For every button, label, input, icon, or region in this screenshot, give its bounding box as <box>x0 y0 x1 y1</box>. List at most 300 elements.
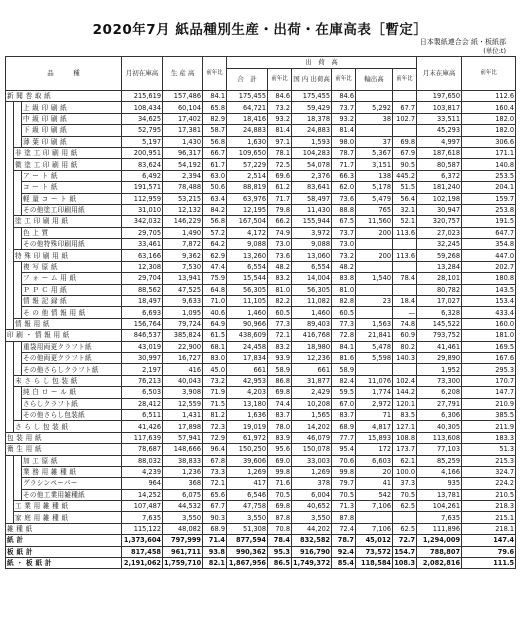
shipment-total-cell: 417 <box>227 478 268 489</box>
closing-yoy-cell: 180.8 <box>462 273 516 284</box>
table-row <box>6 216 516 227</box>
production-cell: 6,075 <box>163 489 203 500</box>
product-name: 衛 生 用 紙 <box>6 444 122 455</box>
export-yoy-cell: 62.5 <box>393 523 417 534</box>
export-cell <box>356 364 393 375</box>
shipment-total-cell: 42,953 <box>227 375 268 386</box>
shipment-total-cell: 4,172 <box>227 227 268 238</box>
table-row <box>6 227 516 238</box>
opening-stock-cell: 115,122 <box>122 523 163 534</box>
indent-cell <box>6 250 14 261</box>
production-yoy-cell: 72.3 <box>203 421 227 432</box>
table-row <box>6 284 516 295</box>
opening-stock-cell: 63,166 <box>122 250 163 261</box>
domestic-yoy-cell: 68.9 <box>332 421 356 432</box>
closing-yoy-cell: 202.7 <box>462 261 516 272</box>
indent-cell <box>14 193 22 204</box>
indent-cell <box>6 364 14 375</box>
domestic-cell: 83,641 <box>292 182 332 193</box>
closing-yoy-cell: 169.5 <box>462 341 516 352</box>
closing-yoy-cell: 147.4 <box>462 535 516 546</box>
shipment-total-yoy-cell: 58.9 <box>268 364 292 375</box>
shipment-total-cell: 90,966 <box>227 318 268 329</box>
product-name: 軽 量 コ ー ト 紙 <box>22 193 122 204</box>
indent-cell <box>6 409 14 420</box>
product-name: フ ォ ー ム 用 紙 <box>22 273 122 284</box>
domestic-yoy-cell: 72.8 <box>332 330 356 341</box>
shipment-total-cell: 63,976 <box>227 193 268 204</box>
shipment-total-yoy-cell: 83.9 <box>268 432 292 443</box>
domestic-yoy-cell: 71.7 <box>332 159 356 170</box>
export-yoy-cell: 120.1 <box>393 398 417 409</box>
production-yoy-cell: 65.6 <box>203 489 227 500</box>
indent-cell <box>6 512 14 523</box>
opening-stock-cell: 28,412 <box>122 398 163 409</box>
domestic-yoy-cell: 98.0 <box>332 136 356 147</box>
shipment-total-cell: 6,546 <box>227 489 268 500</box>
closing-stock-cell: 103,817 <box>417 102 462 113</box>
domestic-yoy-cell: 71.3 <box>332 501 356 512</box>
production-yoy-cell: 40.6 <box>203 307 227 318</box>
indent-cell <box>6 398 14 409</box>
opening-stock-cell: 29,704 <box>122 273 163 284</box>
closing-stock-cell: 187,618 <box>417 147 462 158</box>
table-row <box>6 147 516 158</box>
indent-cell <box>14 352 22 363</box>
production-cell: 1,095 <box>163 307 203 318</box>
export-cell <box>356 91 393 102</box>
indent-cell <box>14 341 22 352</box>
domestic-cell: 14,202 <box>292 421 332 432</box>
table-row <box>6 159 516 170</box>
opening-stock-cell: 107,487 <box>122 501 163 512</box>
indent-cell <box>6 318 14 329</box>
domestic-yoy-cell: 70.5 <box>332 489 356 500</box>
production-table <box>5 56 516 569</box>
production-yoy-cell: 62.9 <box>203 250 227 261</box>
shipment-total-yoy-cell: 74.9 <box>268 227 292 238</box>
production-cell: 12,559 <box>163 398 203 409</box>
header-domestic: 国 内 出荷高 <box>292 69 332 91</box>
domestic-cell: 56,305 <box>292 284 332 295</box>
page-title: 2020年7月 紙品種別生産・出荷・在庫高表［暫定］ <box>92 22 428 38</box>
product-name: その他特殊印刷用紙 <box>22 239 122 250</box>
opening-stock-cell: 12,308 <box>122 261 163 272</box>
production-yoy-cell: 68.1 <box>203 341 227 352</box>
export-cell: 11,076 <box>356 375 393 386</box>
domestic-yoy-cell: 60.5 <box>332 307 356 318</box>
table-row <box>6 296 516 307</box>
closing-stock-cell: 320,757 <box>417 216 462 227</box>
closing-yoy-cell: 183.3 <box>462 432 516 443</box>
shipment-total-cell: 2,514 <box>227 170 268 181</box>
publisher-label: 日本製紙連合会 紙・板紙部 <box>419 38 506 46</box>
closing-stock-cell: 45,293 <box>417 125 462 136</box>
production-cell: 9,362 <box>163 250 203 261</box>
indent-cell <box>14 478 22 489</box>
closing-yoy-cell: 215.1 <box>462 512 516 523</box>
shipment-total-yoy-cell: 95.3 <box>268 546 292 557</box>
closing-stock-cell: 181,240 <box>417 182 462 193</box>
export-cell: 7,106 <box>356 501 393 512</box>
export-yoy-cell: 108.8 <box>393 432 417 443</box>
shipment-total-yoy-cell: 73.0 <box>268 239 292 250</box>
shipment-total-yoy-cell: 72.5 <box>268 159 292 170</box>
domestic-cell: 1,460 <box>292 307 332 318</box>
domestic-yoy-cell: 92.4 <box>332 546 356 557</box>
table-row <box>6 444 516 455</box>
export-yoy-cell: 32.1 <box>393 204 417 215</box>
table-row <box>6 398 516 409</box>
indent-cell <box>14 125 22 136</box>
production-cell: 57,941 <box>163 432 203 443</box>
closing-stock-cell: 2,082,816 <box>417 558 462 569</box>
export-cell: 41 <box>356 478 393 489</box>
domestic-yoy-cell: 70.6 <box>332 455 356 466</box>
shipment-total-yoy-cell: 83.2 <box>268 341 292 352</box>
product-name: その他さらし包装紙 <box>22 409 122 420</box>
production-cell: 1,430 <box>163 136 203 147</box>
product-name: 紙 ・ 板 紙 計 <box>6 558 122 569</box>
header-opening-stock: 月初在庫高 <box>122 57 163 91</box>
domestic-cell: 44,202 <box>292 523 332 534</box>
closing-yoy-cell: 147.7 <box>462 387 516 398</box>
shipment-total-yoy-cell: 93.9 <box>268 352 292 363</box>
closing-yoy-cell: 51.3 <box>462 444 516 455</box>
export-cell: 542 <box>356 489 393 500</box>
domestic-yoy-cell: 73.0 <box>332 239 356 250</box>
closing-stock-cell: 1,294,009 <box>417 535 462 546</box>
export-yoy-cell: 51.5 <box>393 182 417 193</box>
export-cell: 5,367 <box>356 147 393 158</box>
shipment-total-yoy-cell: 69.6 <box>268 170 292 181</box>
production-yoy-cell: 65.8 <box>203 102 227 113</box>
export-cell: 5,478 <box>356 341 393 352</box>
export-cell: 5,292 <box>356 102 393 113</box>
domestic-cell: 1,565 <box>292 409 332 420</box>
export-yoy-cell: 67.7 <box>393 102 417 113</box>
production-cell: 1,236 <box>163 466 203 477</box>
closing-stock-cell: 85,259 <box>417 455 462 466</box>
export-cell: 3,151 <box>356 159 393 170</box>
indent-cell <box>6 227 14 238</box>
closing-stock-cell: 80,587 <box>417 159 462 170</box>
export-yoy-cell: 18.4 <box>393 296 417 307</box>
indent-cell <box>14 239 22 250</box>
indent-cell <box>6 478 14 489</box>
closing-stock-cell: 935 <box>417 478 462 489</box>
shipment-total-cell: 877,594 <box>227 535 268 546</box>
production-cell: 96,317 <box>163 147 203 158</box>
domestic-cell: 9,088 <box>292 239 332 250</box>
product-name: ア ー ト 紙 <box>22 170 122 181</box>
indent-cell <box>6 204 14 215</box>
export-yoy-cell: 80.2 <box>393 341 417 352</box>
opening-stock-cell: 108,434 <box>122 102 163 113</box>
export-cell <box>356 307 393 318</box>
shipment-total-cell: 1,460 <box>227 307 268 318</box>
table-row <box>6 136 516 147</box>
indent-cell <box>6 147 14 158</box>
closing-yoy-cell: 647.7 <box>462 227 516 238</box>
production-yoy-cell: 64.8 <box>203 284 227 295</box>
header-shipments: 出 荷 高 <box>227 57 417 69</box>
closing-stock-cell: 41,461 <box>417 341 462 352</box>
export-yoy-cell: 127.1 <box>393 421 417 432</box>
domestic-yoy-cell: 79.7 <box>332 478 356 489</box>
domestic-cell: 175,455 <box>292 91 332 102</box>
production-yoy-cell: 58.7 <box>203 125 227 136</box>
closing-yoy-cell: 211.9 <box>462 421 516 432</box>
export-yoy-cell: 445.2 <box>393 170 417 181</box>
domestic-cell: 18,378 <box>292 113 332 124</box>
indent-cell <box>6 501 14 512</box>
shipment-total-cell: 150,250 <box>227 444 268 455</box>
opening-stock-cell: 88,562 <box>122 284 163 295</box>
production-cell: 7,872 <box>163 239 203 250</box>
indent-cell <box>14 182 22 193</box>
opening-stock-cell: 41,426 <box>122 421 163 432</box>
export-cell: 21,841 <box>356 330 393 341</box>
production-cell: 3,908 <box>163 387 203 398</box>
opening-stock-cell: 52,795 <box>122 125 163 136</box>
table-row <box>6 421 516 432</box>
indent-cell <box>6 261 14 272</box>
shipment-total-cell: 438,609 <box>227 330 268 341</box>
table-row <box>6 501 516 512</box>
shipment-total-cell: 11,105 <box>227 296 268 307</box>
export-yoy-cell: 78.4 <box>393 273 417 284</box>
closing-stock-cell: 27,791 <box>417 398 462 409</box>
closing-stock-cell: 29,890 <box>417 352 462 363</box>
production-yoy-cell: 72.9 <box>203 432 227 443</box>
opening-stock-cell: 5,197 <box>122 136 163 147</box>
product-name: 業 務 用 雑 種 紙 <box>22 466 122 477</box>
shipment-total-cell: 18,416 <box>227 113 268 124</box>
closing-yoy-cell: 354.8 <box>462 239 516 250</box>
table-row <box>6 113 516 124</box>
export-cell: 45,012 <box>356 535 393 546</box>
indent-cell <box>14 136 22 147</box>
shipment-total-cell: 109,650 <box>227 147 268 158</box>
domestic-cell: 24,883 <box>292 125 332 136</box>
header-total: 合 計 <box>227 69 268 91</box>
export-yoy-cell: 102.7 <box>393 113 417 124</box>
shipment-total-yoy-cell: 97.1 <box>268 136 292 147</box>
production-cell: 78,488 <box>163 182 203 193</box>
shipment-total-yoy-cell: 82.2 <box>268 296 292 307</box>
production-yoy-cell: 90.3 <box>203 512 227 523</box>
domestic-yoy-cell: 66.3 <box>332 170 356 181</box>
production-cell: 44,532 <box>163 501 203 512</box>
production-yoy-cell: 73.3 <box>203 466 227 477</box>
production-cell: 146,229 <box>163 216 203 227</box>
closing-yoy-cell: 167.6 <box>462 352 516 363</box>
header-closing-stock: 月末在庫高 <box>417 57 462 91</box>
table-row <box>6 102 516 113</box>
shipment-total-cell: 661 <box>227 364 268 375</box>
shipment-total-yoy-cell: 69.8 <box>268 387 292 398</box>
shipment-total-cell: 990,362 <box>227 546 268 557</box>
domestic-cell: 10,208 <box>292 398 332 409</box>
closing-yoy-cell: 191.5 <box>462 216 516 227</box>
table-row <box>6 409 516 420</box>
closing-stock-cell: 6,372 <box>417 170 462 181</box>
product-name: 包 装 用 紙 <box>6 432 122 443</box>
domestic-cell: 378 <box>292 478 332 489</box>
shipment-total-yoy-cell: 78.1 <box>268 147 292 158</box>
export-cell <box>356 239 393 250</box>
indent-cell <box>14 113 22 124</box>
shipment-total-cell: 6,554 <box>227 261 268 272</box>
closing-stock-cell: 80,782 <box>417 284 462 295</box>
export-cell: 5,598 <box>356 352 393 363</box>
domestic-cell: 155,944 <box>292 216 332 227</box>
export-yoy-cell: 72.7 <box>393 535 417 546</box>
header-export-yoy: 前年比 <box>393 69 417 91</box>
indent-cell <box>6 136 14 147</box>
shipment-total-yoy-cell: 81.4 <box>268 125 292 136</box>
export-cell: 20 <box>356 466 393 477</box>
closing-yoy-cell: 324.7 <box>462 466 516 477</box>
domestic-yoy-cell: 87.8 <box>332 512 356 523</box>
table-row <box>6 341 516 352</box>
production-cell: 2,394 <box>163 170 203 181</box>
closing-stock-cell: 788,807 <box>417 546 462 557</box>
domestic-cell: 2,429 <box>292 387 332 398</box>
production-cell: 7,530 <box>163 261 203 272</box>
production-yoy-cell: 64.2 <box>203 239 227 250</box>
domestic-cell: 6,554 <box>292 261 332 272</box>
production-yoy-cell: 75.9 <box>203 273 227 284</box>
closing-stock-cell: 40,305 <box>417 421 462 432</box>
domestic-cell: 40,652 <box>292 501 332 512</box>
export-yoy-cell <box>393 239 417 250</box>
shipment-total-yoy-cell: 74.4 <box>268 398 292 409</box>
domestic-yoy-cell: 81.0 <box>332 284 356 295</box>
opening-stock-cell: 78,687 <box>122 444 163 455</box>
production-yoy-cell: 63.0 <box>203 170 227 181</box>
indent-cell <box>14 170 22 181</box>
production-cell: 54,192 <box>163 159 203 170</box>
opening-stock-cell: 14,252 <box>122 489 163 500</box>
product-name: そ の 他 情 報 用 紙 <box>22 307 122 318</box>
opening-stock-cell: 6,503 <box>122 387 163 398</box>
closing-stock-cell: 28,101 <box>417 273 462 284</box>
indent-cell <box>14 409 22 420</box>
export-cell: 7,106 <box>356 523 393 534</box>
product-name: 上 級 印 刷 紙 <box>22 102 122 113</box>
production-yoy-cell: 81.2 <box>203 409 227 420</box>
indent-cell <box>6 216 14 227</box>
opening-stock-cell: 34,625 <box>122 113 163 124</box>
domestic-yoy-cell: 85.4 <box>332 558 356 569</box>
indent-cell <box>14 387 22 398</box>
shipment-total-cell: 17,834 <box>227 352 268 363</box>
indent-cell <box>14 364 22 375</box>
shipment-total-cell: 12,195 <box>227 204 268 215</box>
shipment-total-yoy-cell: 72.1 <box>268 330 292 341</box>
closing-yoy-cell: 218.3 <box>462 501 516 512</box>
production-yoy-cell: 56.8 <box>203 136 227 147</box>
table-row <box>6 364 516 375</box>
export-yoy-cell: 102.4 <box>393 375 417 386</box>
product-name: 色 上 質 <box>22 227 122 238</box>
export-yoy-cell: 90.5 <box>393 159 417 170</box>
indent-cell <box>6 273 14 284</box>
closing-yoy-cell: 447.0 <box>462 250 516 261</box>
production-cell: 13,941 <box>163 273 203 284</box>
domestic-cell: 1,749,372 <box>293 559 331 568</box>
table-row <box>6 432 516 443</box>
closing-yoy-cell: 143.5 <box>462 284 516 295</box>
closing-stock-cell: 17,027 <box>417 296 462 307</box>
closing-stock-cell: 145,522 <box>417 318 462 329</box>
domestic-yoy-cell: 93.2 <box>332 113 356 124</box>
header-production-yoy: 前年比 <box>203 57 227 91</box>
production-yoy-cell: 64.9 <box>203 318 227 329</box>
opening-stock-cell: 4,239 <box>122 466 163 477</box>
shipment-total-yoy-cell: 83.2 <box>268 273 292 284</box>
domestic-cell: 916,790 <box>292 546 332 557</box>
domestic-yoy-cell: 73.6 <box>332 193 356 204</box>
closing-stock-cell: 7,635 <box>417 512 462 523</box>
indent-cell <box>14 466 22 477</box>
production-cell: 157,486 <box>163 91 203 102</box>
export-cell: 11,560 <box>356 216 393 227</box>
closing-stock-cell: 59,268 <box>417 250 462 261</box>
closing-yoy-cell: 79.6 <box>462 546 516 557</box>
opening-stock-cell: 846,537 <box>122 330 163 341</box>
production-yoy-cell: 73.2 <box>203 375 227 386</box>
closing-yoy-cell: 171.1 <box>462 147 516 158</box>
shipment-total-yoy-cell: 78.0 <box>268 421 292 432</box>
export-yoy-cell: 154.7 <box>394 547 416 556</box>
opening-stock-cell: 200,951 <box>122 147 163 158</box>
shipment-total-cell: 51,308 <box>227 523 268 534</box>
shipment-total-cell: 24,883 <box>227 125 268 136</box>
export-cell: 765 <box>356 204 393 215</box>
shipment-total-cell: 64,721 <box>227 102 268 113</box>
shipment-total-yoy-cell: 81.0 <box>268 284 292 295</box>
production-yoy-cell: 61.7 <box>203 159 227 170</box>
shipment-total-cell: 9,088 <box>227 239 268 250</box>
export-yoy-cell: 56.4 <box>393 193 417 204</box>
export-cell: 4,817 <box>356 421 393 432</box>
opening-stock-cell: 964 <box>122 478 163 489</box>
domestic-yoy-cell: 48.2 <box>332 261 356 272</box>
shipment-total-cell: 57,229 <box>227 159 268 170</box>
header-domestic-yoy: 前年比 <box>332 69 356 91</box>
opening-stock-cell: 30,997 <box>122 352 163 363</box>
domestic-cell: 1,269 <box>292 466 332 477</box>
export-cell <box>356 512 393 523</box>
shipment-total-cell: 4,203 <box>227 387 268 398</box>
domestic-cell: 104,283 <box>292 147 332 158</box>
indent-cell <box>14 102 22 113</box>
domestic-cell: 33,003 <box>292 455 332 466</box>
table-row <box>6 250 516 261</box>
shipment-total-cell: 47,758 <box>227 501 268 512</box>
opening-stock-cell: 83,624 <box>122 159 163 170</box>
export-yoy-cell: 100.0 <box>393 466 417 477</box>
domestic-yoy-cell: 77.7 <box>332 432 356 443</box>
shipment-total-yoy-cell: 95.6 <box>268 444 292 455</box>
closing-stock-cell: 13,781 <box>417 489 462 500</box>
table-row <box>6 273 516 284</box>
table-row <box>6 239 516 250</box>
production-yoy-cell: 45.0 <box>203 364 227 375</box>
